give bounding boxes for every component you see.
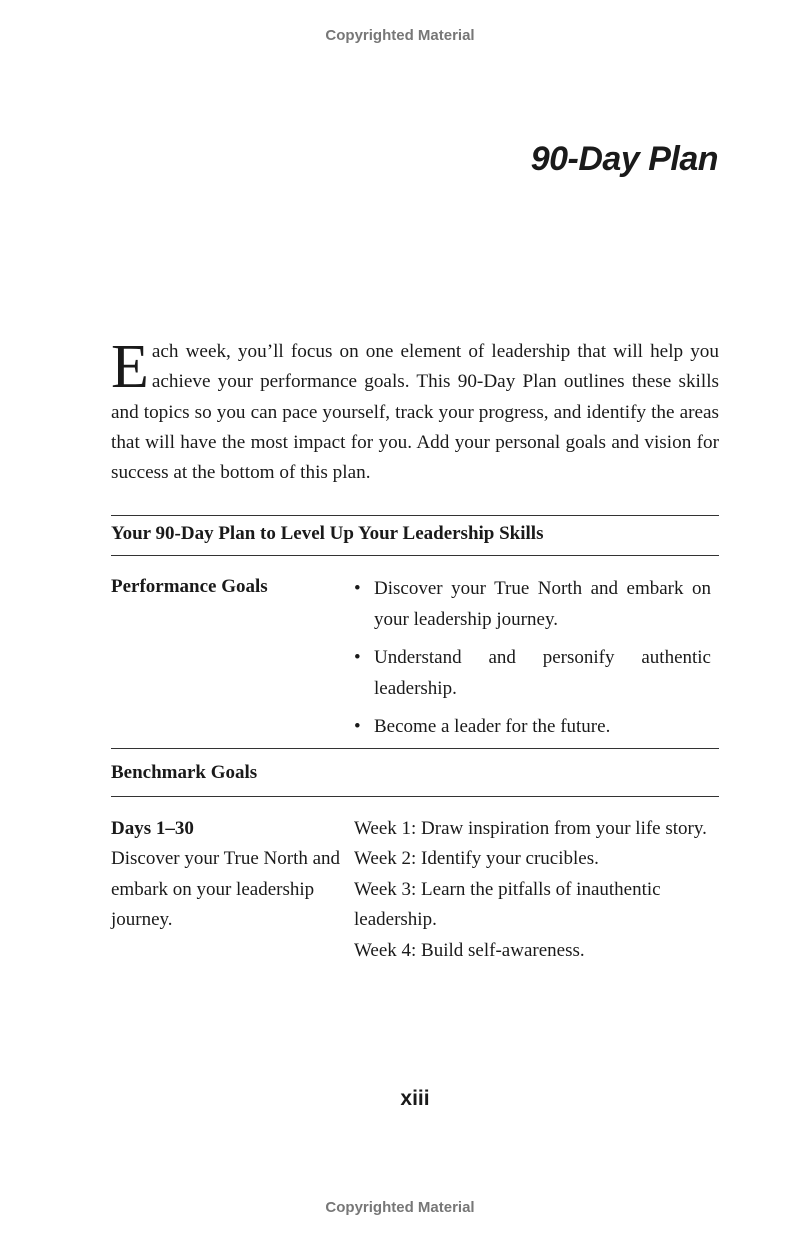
performance-goal: Discover your True North and embark on your leadership journey. bbox=[374, 578, 711, 630]
list-item bbox=[354, 574, 711, 635]
weeks-list bbox=[354, 814, 714, 966]
list-item bbox=[354, 712, 711, 743]
copyright-header: Copyrighted Material bbox=[325, 27, 475, 44]
table-heading-rule bbox=[111, 555, 719, 556]
week-item: Week 3: Learn the pitfalls of inauthentic leadership. bbox=[354, 878, 661, 931]
week-item: Week 4: Build self-awareness. bbox=[354, 939, 585, 961]
page-number: xiii bbox=[400, 1087, 430, 1110]
days-block bbox=[111, 814, 351, 936]
intro-text: ach week, you’ll focus on one element of leadership that will help you achieve your performance goals. This 90-Day Plan outlines these skills and topics so you can pace yourself, track your progress, and identify the areas that will have the most impact for you. Add your personal goals and vision for success at the bottom of this plan. bbox=[111, 341, 719, 484]
drop-cap: E bbox=[111, 333, 149, 401]
table-heading: Your 90-Day Plan to Level Up Your Leadership Skills bbox=[111, 523, 544, 544]
benchmark-goals-label: Benchmark Goals bbox=[111, 762, 258, 783]
list-item bbox=[354, 643, 711, 704]
bullet-icon: • bbox=[354, 716, 361, 737]
bullet-icon: • bbox=[354, 647, 361, 668]
benchmark-rule bbox=[111, 796, 719, 797]
days-range: Days 1–30 bbox=[111, 818, 194, 839]
performance-goal: Understand and personify authentic leadership. bbox=[374, 647, 711, 699]
intro-paragraph bbox=[111, 333, 719, 488]
bullet-icon: • bbox=[354, 578, 361, 599]
copyright-footer: Copyrighted Material bbox=[325, 1199, 475, 1216]
week-item: Week 2: Identify your crucibles. bbox=[354, 848, 599, 870]
week-item: Week 1: Draw inspiration from your life story. bbox=[354, 818, 707, 839]
table-top-rule bbox=[111, 515, 719, 516]
performance-goal: Become a leader for the future. bbox=[374, 716, 611, 737]
performance-bottom-rule bbox=[111, 748, 719, 749]
days-description: Discover your True North and embark on your leadership journey. bbox=[111, 848, 341, 931]
page-title: 90-Day Plan bbox=[530, 140, 718, 178]
performance-goals-label: Performance Goals bbox=[111, 576, 268, 597]
performance-goals-list bbox=[354, 574, 711, 751]
